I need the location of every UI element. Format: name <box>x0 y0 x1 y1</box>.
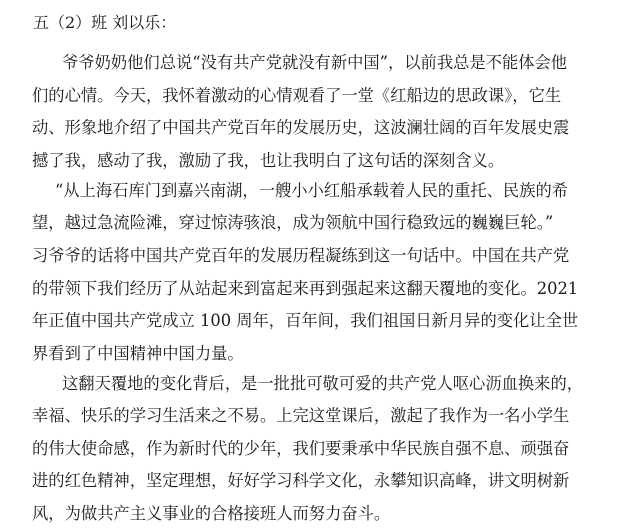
paragraph-2-line-3: 习爷爷的话将中国共产党百年的发展历程凝练到这一句话中。中国在共产党 <box>32 245 570 265</box>
paragraph-2-line-1: “从上海石库门到嘉兴南湖，一艘小小红船承载着人民的重托、民族的希 <box>55 180 569 200</box>
paragraph-3-line-4: 进的红色精神，坚定理想，好好学习科学文化，永攀知识高峰，讲文明树新 <box>32 471 570 491</box>
paragraph-2-line-2: 望，越过急流险滩，穿过惊涛骇浪，成为领航中国行稳致远的巍巍巨轮。” <box>32 213 554 233</box>
paragraph-3-line-1: 这翻天覆地的变化背后，是一批批可敬可爱的共产党人呕心沥血换来的， <box>62 373 584 393</box>
paragraph-3-line-5: 风，为做共产主义事业的合格接班人而努力奋斗。 <box>32 504 391 523</box>
paragraph-1-line-4: 撼了我，感动了我，激励了我，也让我明白了这句话的深刻含义。 <box>32 150 505 170</box>
paragraph-2-line-6: 界看到了中国精神中国力量。 <box>32 343 244 363</box>
paragraph-3-line-2: 幸福、快乐的学习生活来之不易。上完这堂课后，激起了我作为一名小学生 <box>32 406 570 426</box>
paragraph-3-line-3: 的伟大使命感，作为新时代的少年，我们要秉承中华民族自强不息、顽强奋 <box>32 438 570 458</box>
paragraph-1-line-3: 动、形象地介绍了中国共产党百年的发展历史，这波澜壮阔的百年发展史震 <box>32 118 570 138</box>
paragraph-1-line-2: 们的心情。今天，我怀着激动的心情观看了一堂《红船边的思政课》，它生 <box>32 85 562 105</box>
paragraph-1-line-1: 爷爷奶奶他们总说“没有共产党就没有新中国”，以前我总是不能体会他 <box>62 53 568 72</box>
author-heading: 五（2）班 刘以乐： <box>33 13 177 32</box>
paragraph-2-line-5: 年正值中国共产党成立 100 周年，百年间，我们祖国日新月异的变化让全世 <box>32 311 579 331</box>
paragraph-2-line-4: 的带领下我们经历了从站起来到富起来再到强起来这翻天覆地的变化。2021 <box>32 278 579 298</box>
